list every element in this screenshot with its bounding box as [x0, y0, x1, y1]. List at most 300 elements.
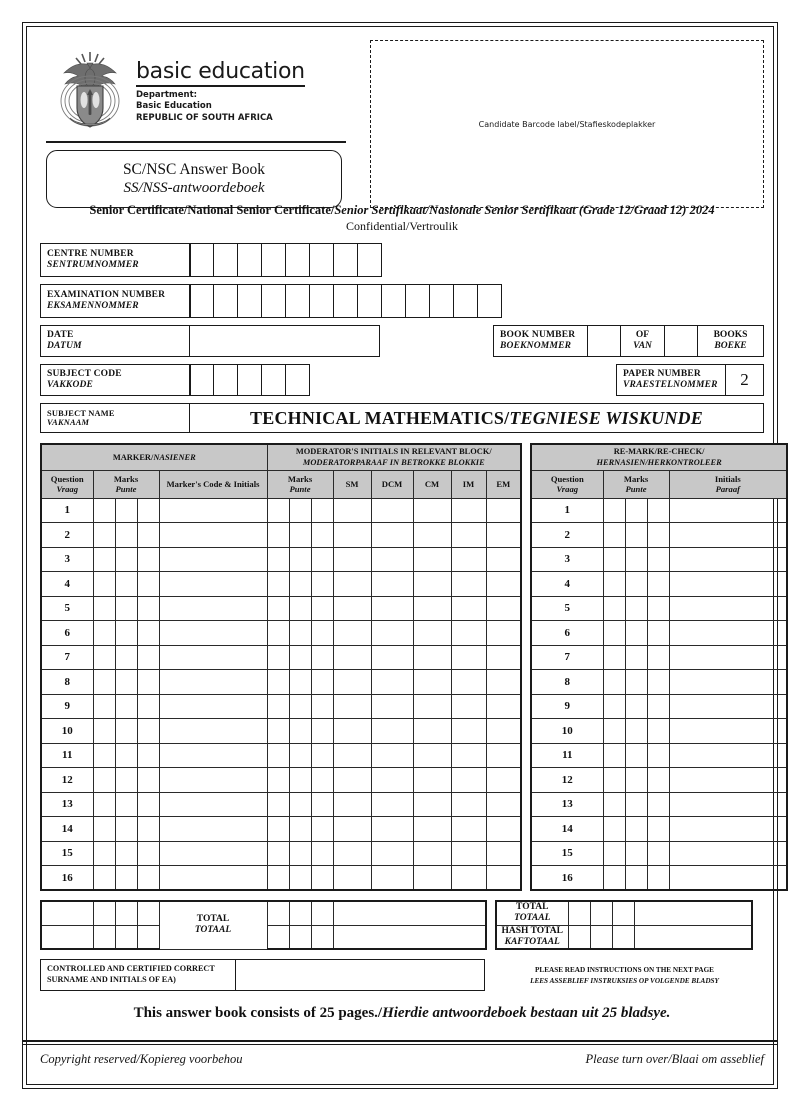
remark-initials-cell[interactable]: [669, 792, 787, 817]
moderator-marks-cell[interactable]: [267, 719, 289, 744]
moderator-sm-cell[interactable]: [333, 694, 371, 719]
subject-code-cell[interactable]: [262, 364, 286, 396]
moderator-marks-cell[interactable]: [267, 792, 289, 817]
moderator-cm-cell[interactable]: [413, 498, 451, 523]
total-marks-cell[interactable]: [115, 925, 137, 949]
remark-marks-cell[interactable]: [603, 817, 625, 842]
total-mod-marks-cell[interactable]: [289, 901, 311, 925]
remark-marks-cell[interactable]: [625, 768, 647, 793]
moderator-marks-cell[interactable]: [311, 719, 333, 744]
moderator-marks-cell[interactable]: [267, 866, 289, 891]
moderator-marks-cell[interactable]: [289, 523, 311, 548]
marker-marks-cell[interactable]: [93, 792, 115, 817]
marker-marks-cell[interactable]: [93, 572, 115, 597]
moderator-marks-cell[interactable]: [267, 596, 289, 621]
moderator-em-cell[interactable]: [486, 572, 521, 597]
moderator-marks-cell[interactable]: [311, 743, 333, 768]
remark-marks-cell[interactable]: [647, 547, 669, 572]
moderator-marks-cell[interactable]: [311, 694, 333, 719]
total-blank-cell[interactable]: [333, 901, 486, 925]
remark-marks-cell[interactable]: [603, 694, 625, 719]
total-mod-marks-cell[interactable]: [311, 925, 333, 949]
remark-marks-cell[interactable]: [647, 866, 669, 891]
marker-marks-cell[interactable]: [137, 694, 159, 719]
marker-marks-cell[interactable]: [137, 498, 159, 523]
moderator-em-cell[interactable]: [486, 547, 521, 572]
remark-marks-cell[interactable]: [603, 841, 625, 866]
marker-marks-cell[interactable]: [137, 596, 159, 621]
marker-marks-cell[interactable]: [115, 694, 137, 719]
remark-marks-cell[interactable]: [647, 817, 669, 842]
moderator-marks-cell[interactable]: [267, 817, 289, 842]
marker-code-cell[interactable]: [159, 817, 267, 842]
moderator-sm-cell[interactable]: [333, 572, 371, 597]
remark-marks-cell[interactable]: [603, 719, 625, 744]
moderator-em-cell[interactable]: [486, 719, 521, 744]
moderator-sm-cell[interactable]: [333, 523, 371, 548]
marker-marks-cell[interactable]: [137, 817, 159, 842]
marker-marks-cell[interactable]: [93, 596, 115, 621]
remark-marks-cell[interactable]: [625, 792, 647, 817]
remark-initials-cell[interactable]: [669, 498, 787, 523]
remark-total-cell[interactable]: [590, 901, 612, 925]
remark-initials-cell[interactable]: [669, 572, 787, 597]
examination-number-input[interactable]: [190, 284, 502, 318]
moderator-em-cell[interactable]: [486, 817, 521, 842]
subject-code-cell[interactable]: [214, 364, 238, 396]
marker-marks-cell[interactable]: [115, 817, 137, 842]
moderator-cm-cell[interactable]: [413, 596, 451, 621]
remark-marks-cell[interactable]: [625, 621, 647, 646]
moderator-im-cell[interactable]: [451, 670, 486, 695]
examination-number-cell[interactable]: [286, 284, 310, 318]
moderator-im-cell[interactable]: [451, 768, 486, 793]
remark-marks-cell[interactable]: [647, 792, 669, 817]
moderator-marks-cell[interactable]: [267, 841, 289, 866]
moderator-sm-cell[interactable]: [333, 841, 371, 866]
moderator-im-cell[interactable]: [451, 694, 486, 719]
remark-marks-cell[interactable]: [647, 694, 669, 719]
moderator-marks-cell[interactable]: [289, 768, 311, 793]
moderator-marks-cell[interactable]: [311, 498, 333, 523]
moderator-cm-cell[interactable]: [413, 817, 451, 842]
centre-number-cell[interactable]: [214, 243, 238, 277]
examination-number-cell[interactable]: [430, 284, 454, 318]
marker-code-cell[interactable]: [159, 768, 267, 793]
moderator-sm-cell[interactable]: [333, 645, 371, 670]
marker-marks-cell[interactable]: [137, 523, 159, 548]
moderator-im-cell[interactable]: [451, 523, 486, 548]
moderator-sm-cell[interactable]: [333, 596, 371, 621]
moderator-marks-cell[interactable]: [311, 866, 333, 891]
remark-initials-cell[interactable]: [669, 768, 787, 793]
remark-initials-cell[interactable]: [669, 817, 787, 842]
marker-marks-cell[interactable]: [115, 768, 137, 793]
total-marks-cell[interactable]: [115, 901, 137, 925]
remark-marks-cell[interactable]: [603, 523, 625, 548]
moderator-im-cell[interactable]: [451, 743, 486, 768]
moderator-marks-cell[interactable]: [289, 841, 311, 866]
moderator-sm-cell[interactable]: [333, 743, 371, 768]
moderator-sm-cell[interactable]: [333, 621, 371, 646]
remark-marks-cell[interactable]: [625, 719, 647, 744]
centre-number-cell[interactable]: [286, 243, 310, 277]
remark-marks-cell[interactable]: [603, 498, 625, 523]
remark-marks-cell[interactable]: [647, 768, 669, 793]
remark-total-blank[interactable]: [634, 901, 752, 925]
moderator-em-cell[interactable]: [486, 621, 521, 646]
examination-number-cell[interactable]: [214, 284, 238, 318]
marker-marks-cell[interactable]: [115, 596, 137, 621]
marker-marks-cell[interactable]: [93, 866, 115, 891]
remark-marks-cell[interactable]: [647, 719, 669, 744]
hash-total-blank[interactable]: [634, 925, 752, 949]
date-input[interactable]: [190, 325, 380, 357]
marker-marks-cell[interactable]: [137, 792, 159, 817]
moderator-im-cell[interactable]: [451, 572, 486, 597]
marker-marks-cell[interactable]: [93, 817, 115, 842]
marker-marks-cell[interactable]: [93, 523, 115, 548]
centre-number-cell[interactable]: [334, 243, 358, 277]
remark-initials-cell[interactable]: [669, 547, 787, 572]
remark-marks-cell[interactable]: [603, 866, 625, 891]
moderator-cm-cell[interactable]: [413, 547, 451, 572]
remark-marks-cell[interactable]: [625, 547, 647, 572]
marker-marks-cell[interactable]: [137, 866, 159, 891]
examination-number-cell[interactable]: [358, 284, 382, 318]
moderator-marks-cell[interactable]: [289, 719, 311, 744]
moderator-marks-cell[interactable]: [267, 743, 289, 768]
examination-number-cell[interactable]: [310, 284, 334, 318]
marker-marks-cell[interactable]: [137, 841, 159, 866]
moderator-cm-cell[interactable]: [413, 768, 451, 793]
examination-number-cell[interactable]: [406, 284, 430, 318]
moderator-dcm-cell[interactable]: [371, 572, 413, 597]
moderator-marks-cell[interactable]: [311, 547, 333, 572]
total-mod-marks-cell[interactable]: [311, 901, 333, 925]
remark-marks-cell[interactable]: [603, 572, 625, 597]
moderator-marks-cell[interactable]: [289, 866, 311, 891]
examination-number-cell[interactable]: [334, 284, 358, 318]
moderator-im-cell[interactable]: [451, 547, 486, 572]
total-mod-marks-cell[interactable]: [267, 925, 289, 949]
total-qno-cell[interactable]: [41, 901, 93, 925]
moderator-im-cell[interactable]: [451, 792, 486, 817]
total-mod-marks-cell[interactable]: [267, 901, 289, 925]
moderator-im-cell[interactable]: [451, 866, 486, 891]
moderator-sm-cell[interactable]: [333, 670, 371, 695]
total-mod-marks-cell[interactable]: [289, 925, 311, 949]
remark-marks-cell[interactable]: [647, 743, 669, 768]
moderator-dcm-cell[interactable]: [371, 621, 413, 646]
moderator-sm-cell[interactable]: [333, 866, 371, 891]
book-number-input[interactable]: [588, 325, 621, 357]
remark-marks-cell[interactable]: [625, 572, 647, 597]
examination-number-cell[interactable]: [478, 284, 502, 318]
centre-number-cell[interactable]: [358, 243, 382, 277]
moderator-dcm-cell[interactable]: [371, 694, 413, 719]
moderator-dcm-cell[interactable]: [371, 792, 413, 817]
marker-marks-cell[interactable]: [93, 498, 115, 523]
moderator-marks-cell[interactable]: [289, 498, 311, 523]
hash-total-cell[interactable]: [568, 925, 590, 949]
moderator-im-cell[interactable]: [451, 621, 486, 646]
marker-marks-cell[interactable]: [93, 621, 115, 646]
moderator-marks-cell[interactable]: [289, 670, 311, 695]
remark-initials-cell[interactable]: [669, 866, 787, 891]
marker-marks-cell[interactable]: [137, 621, 159, 646]
moderator-em-cell[interactable]: [486, 792, 521, 817]
remark-total-cell[interactable]: [612, 901, 634, 925]
moderator-marks-cell[interactable]: [267, 670, 289, 695]
moderator-im-cell[interactable]: [451, 645, 486, 670]
moderator-cm-cell[interactable]: [413, 670, 451, 695]
moderator-cm-cell[interactable]: [413, 645, 451, 670]
remark-initials-cell[interactable]: [669, 645, 787, 670]
moderator-cm-cell[interactable]: [413, 841, 451, 866]
moderator-em-cell[interactable]: [486, 768, 521, 793]
marker-code-cell[interactable]: [159, 572, 267, 597]
total-qno-cell[interactable]: [41, 925, 93, 949]
moderator-dcm-cell[interactable]: [371, 817, 413, 842]
centre-number-cell[interactable]: [262, 243, 286, 277]
moderator-dcm-cell[interactable]: [371, 841, 413, 866]
centre-number-cell[interactable]: [310, 243, 334, 277]
moderator-marks-cell[interactable]: [311, 523, 333, 548]
marker-marks-cell[interactable]: [137, 670, 159, 695]
marker-marks-cell[interactable]: [115, 719, 137, 744]
marker-code-cell[interactable]: [159, 498, 267, 523]
moderator-marks-cell[interactable]: [311, 596, 333, 621]
moderator-marks-cell[interactable]: [267, 621, 289, 646]
moderator-dcm-cell[interactable]: [371, 498, 413, 523]
moderator-im-cell[interactable]: [451, 719, 486, 744]
remark-initials-cell[interactable]: [669, 694, 787, 719]
marker-marks-cell[interactable]: [115, 572, 137, 597]
remark-marks-cell[interactable]: [647, 596, 669, 621]
moderator-dcm-cell[interactable]: [371, 719, 413, 744]
moderator-marks-cell[interactable]: [289, 817, 311, 842]
moderator-em-cell[interactable]: [486, 841, 521, 866]
moderator-em-cell[interactable]: [486, 498, 521, 523]
marker-code-cell[interactable]: [159, 621, 267, 646]
centre-number-cell[interactable]: [238, 243, 262, 277]
marker-marks-cell[interactable]: [93, 743, 115, 768]
moderator-marks-cell[interactable]: [311, 841, 333, 866]
moderator-marks-cell[interactable]: [311, 817, 333, 842]
moderator-em-cell[interactable]: [486, 596, 521, 621]
remark-marks-cell[interactable]: [603, 596, 625, 621]
total-marks-cell[interactable]: [93, 925, 115, 949]
moderator-cm-cell[interactable]: [413, 866, 451, 891]
moderator-dcm-cell[interactable]: [371, 866, 413, 891]
remark-initials-cell[interactable]: [669, 841, 787, 866]
remark-initials-cell[interactable]: [669, 621, 787, 646]
marker-code-cell[interactable]: [159, 792, 267, 817]
marker-marks-cell[interactable]: [137, 547, 159, 572]
moderator-cm-cell[interactable]: [413, 523, 451, 548]
marker-marks-cell[interactable]: [115, 498, 137, 523]
subject-code-cell[interactable]: [238, 364, 262, 396]
remark-marks-cell[interactable]: [625, 743, 647, 768]
moderator-marks-cell[interactable]: [267, 645, 289, 670]
marker-marks-cell[interactable]: [115, 670, 137, 695]
remark-marks-cell[interactable]: [603, 645, 625, 670]
remark-marks-cell[interactable]: [625, 866, 647, 891]
remark-marks-cell[interactable]: [603, 743, 625, 768]
marker-marks-cell[interactable]: [137, 743, 159, 768]
marker-marks-cell[interactable]: [93, 768, 115, 793]
moderator-dcm-cell[interactable]: [371, 547, 413, 572]
moderator-dcm-cell[interactable]: [371, 768, 413, 793]
marker-marks-cell[interactable]: [115, 523, 137, 548]
subject-code-cell[interactable]: [190, 364, 214, 396]
examination-number-cell[interactable]: [382, 284, 406, 318]
marker-code-cell[interactable]: [159, 523, 267, 548]
moderator-marks-cell[interactable]: [289, 572, 311, 597]
moderator-im-cell[interactable]: [451, 841, 486, 866]
moderator-marks-cell[interactable]: [289, 547, 311, 572]
moderator-marks-cell[interactable]: [289, 792, 311, 817]
total-marks-cell[interactable]: [137, 925, 159, 949]
moderator-marks-cell[interactable]: [311, 792, 333, 817]
moderator-marks-cell[interactable]: [289, 596, 311, 621]
remark-marks-cell[interactable]: [647, 670, 669, 695]
remark-initials-cell[interactable]: [669, 743, 787, 768]
marker-code-cell[interactable]: [159, 547, 267, 572]
moderator-cm-cell[interactable]: [413, 572, 451, 597]
moderator-marks-cell[interactable]: [267, 694, 289, 719]
remark-marks-cell[interactable]: [647, 523, 669, 548]
hash-total-cell[interactable]: [612, 925, 634, 949]
moderator-marks-cell[interactable]: [267, 572, 289, 597]
moderator-im-cell[interactable]: [451, 596, 486, 621]
moderator-marks-cell[interactable]: [289, 645, 311, 670]
remark-initials-cell[interactable]: [669, 719, 787, 744]
marker-code-cell[interactable]: [159, 645, 267, 670]
remark-marks-cell[interactable]: [647, 621, 669, 646]
remark-marks-cell[interactable]: [625, 498, 647, 523]
remark-marks-cell[interactable]: [625, 670, 647, 695]
moderator-cm-cell[interactable]: [413, 694, 451, 719]
moderator-em-cell[interactable]: [486, 670, 521, 695]
moderator-marks-cell[interactable]: [289, 694, 311, 719]
remark-marks-cell[interactable]: [647, 572, 669, 597]
marker-marks-cell[interactable]: [93, 694, 115, 719]
remark-initials-cell[interactable]: [669, 670, 787, 695]
examination-number-cell[interactable]: [190, 284, 214, 318]
moderator-marks-cell[interactable]: [267, 523, 289, 548]
moderator-im-cell[interactable]: [451, 817, 486, 842]
remark-initials-cell[interactable]: [669, 523, 787, 548]
moderator-sm-cell[interactable]: [333, 817, 371, 842]
moderator-sm-cell[interactable]: [333, 719, 371, 744]
marker-marks-cell[interactable]: [115, 743, 137, 768]
centre-number-input[interactable]: [190, 243, 382, 277]
total-marks-cell[interactable]: [137, 901, 159, 925]
marker-code-cell[interactable]: [159, 694, 267, 719]
marker-code-cell[interactable]: [159, 743, 267, 768]
examination-number-cell[interactable]: [238, 284, 262, 318]
remark-marks-cell[interactable]: [603, 547, 625, 572]
marker-marks-cell[interactable]: [93, 645, 115, 670]
centre-number-cell[interactable]: [190, 243, 214, 277]
subject-code-input[interactable]: [190, 364, 310, 396]
moderator-dcm-cell[interactable]: [371, 743, 413, 768]
remark-marks-cell[interactable]: [647, 498, 669, 523]
marker-marks-cell[interactable]: [93, 841, 115, 866]
marker-marks-cell[interactable]: [137, 719, 159, 744]
remark-marks-cell[interactable]: [647, 645, 669, 670]
moderator-em-cell[interactable]: [486, 866, 521, 891]
moderator-cm-cell[interactable]: [413, 743, 451, 768]
marker-code-cell[interactable]: [159, 670, 267, 695]
hash-total-cell[interactable]: [590, 925, 612, 949]
moderator-cm-cell[interactable]: [413, 719, 451, 744]
remark-marks-cell[interactable]: [603, 792, 625, 817]
moderator-marks-cell[interactable]: [267, 547, 289, 572]
moderator-dcm-cell[interactable]: [371, 670, 413, 695]
certify-signature-field[interactable]: [236, 959, 485, 991]
moderator-em-cell[interactable]: [486, 743, 521, 768]
remark-initials-cell[interactable]: [669, 596, 787, 621]
moderator-em-cell[interactable]: [486, 645, 521, 670]
moderator-dcm-cell[interactable]: [371, 523, 413, 548]
marker-code-cell[interactable]: [159, 596, 267, 621]
remark-marks-cell[interactable]: [625, 523, 647, 548]
moderator-marks-cell[interactable]: [267, 768, 289, 793]
moderator-marks-cell[interactable]: [311, 621, 333, 646]
remark-marks-cell[interactable]: [625, 817, 647, 842]
examination-number-cell[interactable]: [262, 284, 286, 318]
moderator-marks-cell[interactable]: [289, 743, 311, 768]
moderator-sm-cell[interactable]: [333, 768, 371, 793]
subject-code-cell[interactable]: [286, 364, 310, 396]
moderator-marks-cell[interactable]: [311, 572, 333, 597]
total-blank-cell[interactable]: [333, 925, 486, 949]
moderator-marks-cell[interactable]: [311, 768, 333, 793]
moderator-em-cell[interactable]: [486, 523, 521, 548]
marker-marks-cell[interactable]: [115, 621, 137, 646]
marker-code-cell[interactable]: [159, 841, 267, 866]
remark-marks-cell[interactable]: [625, 596, 647, 621]
moderator-cm-cell[interactable]: [413, 792, 451, 817]
marker-code-cell[interactable]: [159, 866, 267, 891]
barcode-label-placeholder[interactable]: [370, 40, 764, 208]
marker-marks-cell[interactable]: [115, 645, 137, 670]
moderator-sm-cell[interactable]: [333, 792, 371, 817]
moderator-sm-cell[interactable]: [333, 498, 371, 523]
marker-code-cell[interactable]: [159, 719, 267, 744]
marker-marks-cell[interactable]: [93, 719, 115, 744]
remark-marks-cell[interactable]: [625, 645, 647, 670]
book-total-input[interactable]: [665, 325, 698, 357]
remark-marks-cell[interactable]: [603, 670, 625, 695]
moderator-sm-cell[interactable]: [333, 547, 371, 572]
total-marks-cell[interactable]: [93, 901, 115, 925]
moderator-marks-cell[interactable]: [311, 645, 333, 670]
marker-marks-cell[interactable]: [137, 572, 159, 597]
moderator-em-cell[interactable]: [486, 694, 521, 719]
moderator-cm-cell[interactable]: [413, 621, 451, 646]
marker-marks-cell[interactable]: [137, 768, 159, 793]
marker-marks-cell[interactable]: [115, 866, 137, 891]
remark-marks-cell[interactable]: [625, 694, 647, 719]
marker-marks-cell[interactable]: [115, 792, 137, 817]
marker-marks-cell[interactable]: [115, 841, 137, 866]
moderator-dcm-cell[interactable]: [371, 645, 413, 670]
marker-marks-cell[interactable]: [115, 547, 137, 572]
